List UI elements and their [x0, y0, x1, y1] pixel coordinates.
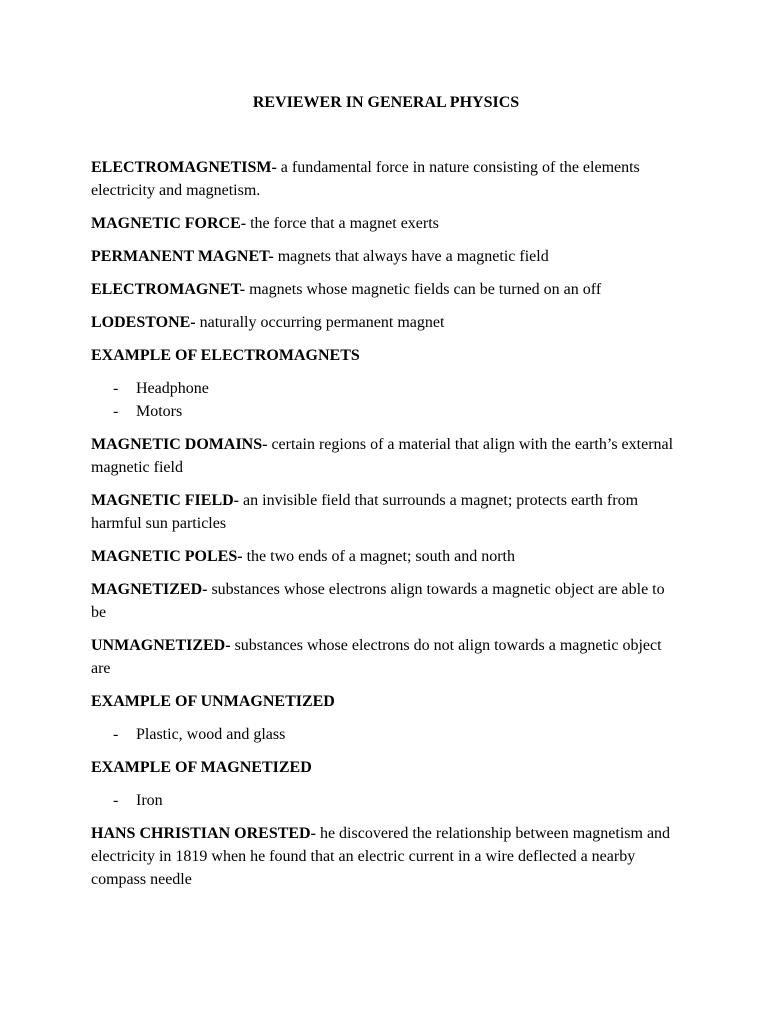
- dash-bullet: -: [113, 380, 119, 397]
- definition: he discovered the relationship between magnetism and electricity in 1819 when he found that an electric current in a wire deflected a nearby compass needle: [91, 825, 671, 888]
- term: MAGNETIC POLES-: [91, 548, 243, 565]
- definition-entry: [91, 545, 681, 568]
- term: HANS CHRISTIAN ORESTED-: [91, 825, 316, 842]
- definition: magnets that always have a magnetic field: [273, 248, 549, 265]
- term: LODESTONE-: [91, 314, 196, 331]
- definition: substances whose electrons do not align towards a magnetic object are: [91, 637, 662, 677]
- definition-entry: [91, 245, 681, 268]
- dash-bullet: -: [113, 403, 119, 420]
- example-list: [91, 723, 681, 746]
- definition: a fundamental force in nature consisting of the elements electricity and magnetism.: [91, 159, 640, 199]
- definition: the force that a magnet exerts: [246, 215, 439, 232]
- definition-entry: [91, 634, 681, 680]
- dash-bullet: -: [113, 726, 119, 743]
- definition: magnets whose magnetic fields can be turned on an off: [245, 281, 602, 298]
- section-heading: EXAMPLE OF MAGNETIZED: [91, 759, 312, 776]
- definition-entry: [91, 278, 681, 301]
- definition-entry: [91, 311, 681, 334]
- list-item-text: Motors: [136, 403, 183, 420]
- example-list: [91, 789, 681, 812]
- dash-bullet: -: [113, 792, 119, 809]
- definition: an invisible field that surrounds a magnet; protects earth from harmful sun particles: [91, 492, 639, 532]
- list-item: [91, 789, 681, 812]
- term: MAGNETIC FORCE-: [91, 215, 247, 232]
- term: PERMANENT MAGNET-: [91, 248, 274, 265]
- definition: the two ends of a magnet; south and north: [242, 548, 515, 565]
- list-item-text: Headphone: [136, 380, 209, 397]
- list-item: [91, 400, 681, 423]
- document-title: REVIEWER IN GENERAL PHYSICS: [252, 94, 520, 111]
- section-heading: EXAMPLE OF UNMAGNETIZED: [91, 693, 335, 710]
- definition: naturally occurring permanent magnet: [195, 314, 445, 331]
- definition-entry: [91, 822, 681, 891]
- definition-entry: [91, 156, 681, 202]
- example-list: [91, 377, 681, 423]
- list-item-text: Plastic, wood and glass: [136, 726, 286, 743]
- list-item: [91, 377, 681, 400]
- term: MAGNETIC DOMAINS-: [91, 436, 268, 453]
- term: ELECTROMAGNET-: [91, 281, 246, 298]
- term: MAGNETIC FIELD-: [91, 492, 240, 509]
- definition: substances whose electrons align towards a magnetic object are able to be: [91, 581, 665, 621]
- term: ELECTROMAGNETISM-: [91, 159, 277, 176]
- definition: certain regions of a material that align with the earth’s external magnetic field: [91, 436, 674, 476]
- list-item: [91, 723, 681, 746]
- definition-entry: [91, 433, 681, 479]
- section-heading: EXAMPLE OF ELECTROMAGNETS: [91, 347, 360, 364]
- list-item-text: Iron: [136, 792, 163, 809]
- definition-entry: [91, 489, 681, 535]
- document-page: [91, 91, 681, 901]
- definition-entry: [91, 578, 681, 624]
- term: UNMAGNETIZED-: [91, 637, 231, 654]
- term: MAGNETIZED-: [91, 581, 208, 598]
- definition-entry: [91, 212, 681, 235]
